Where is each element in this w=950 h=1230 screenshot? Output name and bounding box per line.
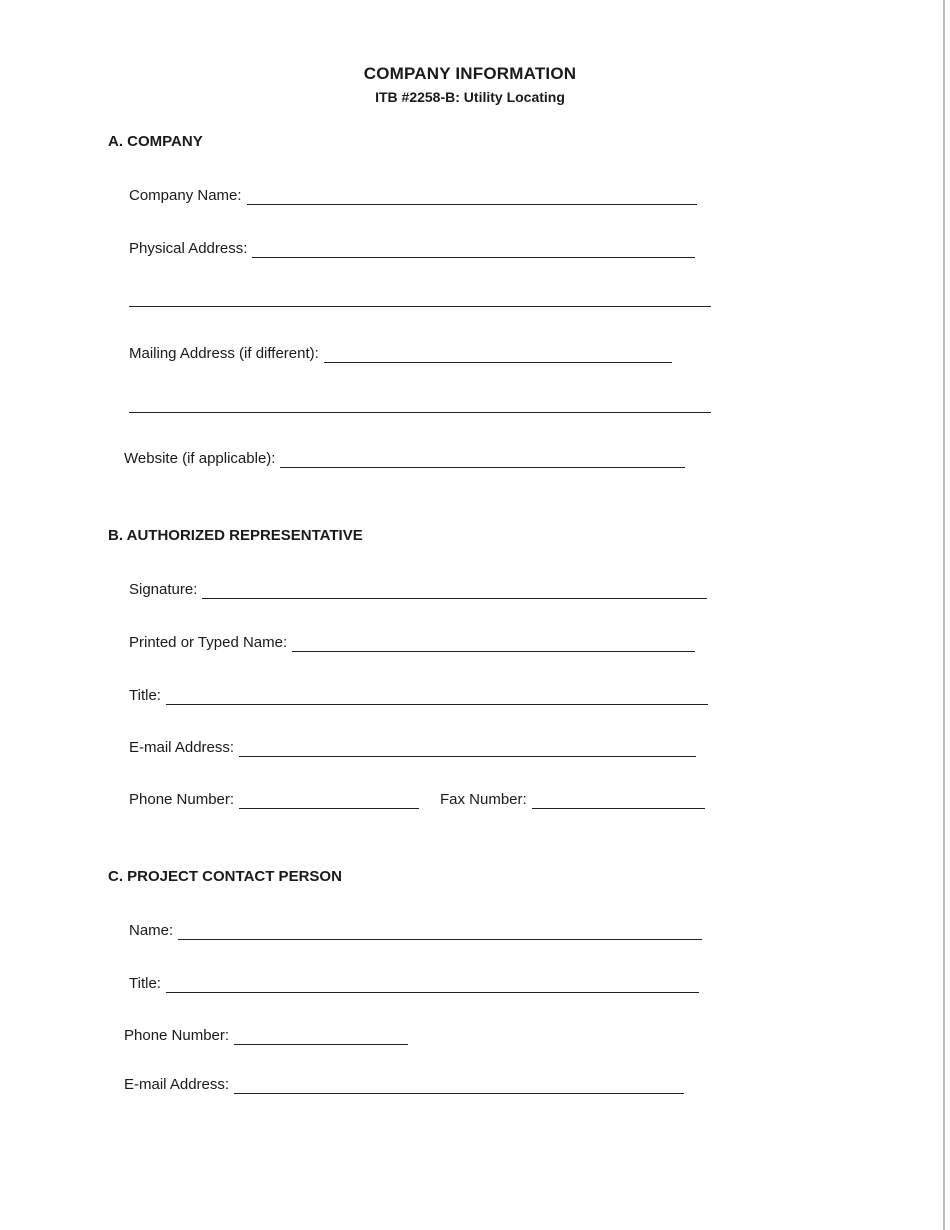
page-title: COMPANY INFORMATION [363,64,577,83]
company-name-field[interactable] [129,185,697,205]
website-line[interactable] [280,453,685,468]
section-c-heading: C. PROJECT CONTACT PERSON [108,868,342,885]
page-edge [943,0,945,1230]
rep-phone-label: Phone Number: [129,791,235,808]
mailing-address-label: Mailing Address (if different): [129,345,319,362]
contact-email-label: E-mail Address: [124,1076,230,1093]
physical-address-line[interactable] [252,243,695,258]
physical-address-label: Physical Address: [129,240,248,257]
mailing-address-line-2[interactable] [129,411,711,413]
contact-email-field[interactable] [124,1074,684,1094]
contact-title-line[interactable] [166,978,699,993]
contact-name-label: Name: [129,922,174,939]
mailing-address-line[interactable] [324,348,672,363]
printed-name-field[interactable] [129,632,695,652]
rep-title-line[interactable] [166,690,708,705]
company-name-line[interactable] [247,190,697,205]
contact-name-field[interactable] [129,920,702,940]
mailing-address-field[interactable] [129,343,672,363]
contact-phone-field[interactable] [124,1025,408,1045]
website-field[interactable] [124,448,685,468]
signature-label: Signature: [129,581,198,598]
section-b-heading: B. AUTHORIZED REPRESENTATIVE [108,527,363,544]
rep-email-field[interactable] [129,737,696,757]
rep-phone-line[interactable] [239,794,419,809]
contact-phone-line[interactable] [234,1030,408,1045]
page-subtitle: ITB #2258-B: Utility Locating [375,89,565,105]
physical-address-field[interactable] [129,238,695,258]
section-a-heading: A. COMPANY [108,133,203,150]
printed-name-label: Printed or Typed Name: [129,634,288,651]
company-name-label: Company Name: [129,187,242,204]
contact-email-line[interactable] [234,1079,684,1094]
signature-line[interactable] [202,584,707,599]
rep-fax-label: Fax Number: [440,791,527,808]
website-label: Website (if applicable): [124,450,276,467]
printed-name-line[interactable] [292,637,695,652]
rep-email-label: E-mail Address: [129,739,235,756]
physical-address-line-2[interactable] [129,305,711,307]
rep-phone-field[interactable] [129,789,419,809]
contact-title-label: Title: [129,975,161,992]
rep-title-field[interactable] [129,685,708,705]
signature-field[interactable] [129,579,707,599]
rep-title-label: Title: [129,687,161,704]
contact-title-field[interactable] [129,973,699,993]
rep-email-line[interactable] [239,742,696,757]
rep-fax-field[interactable] [440,789,705,809]
contact-name-line[interactable] [178,925,702,940]
rep-fax-line[interactable] [532,794,705,809]
contact-phone-label: Phone Number: [124,1027,230,1044]
